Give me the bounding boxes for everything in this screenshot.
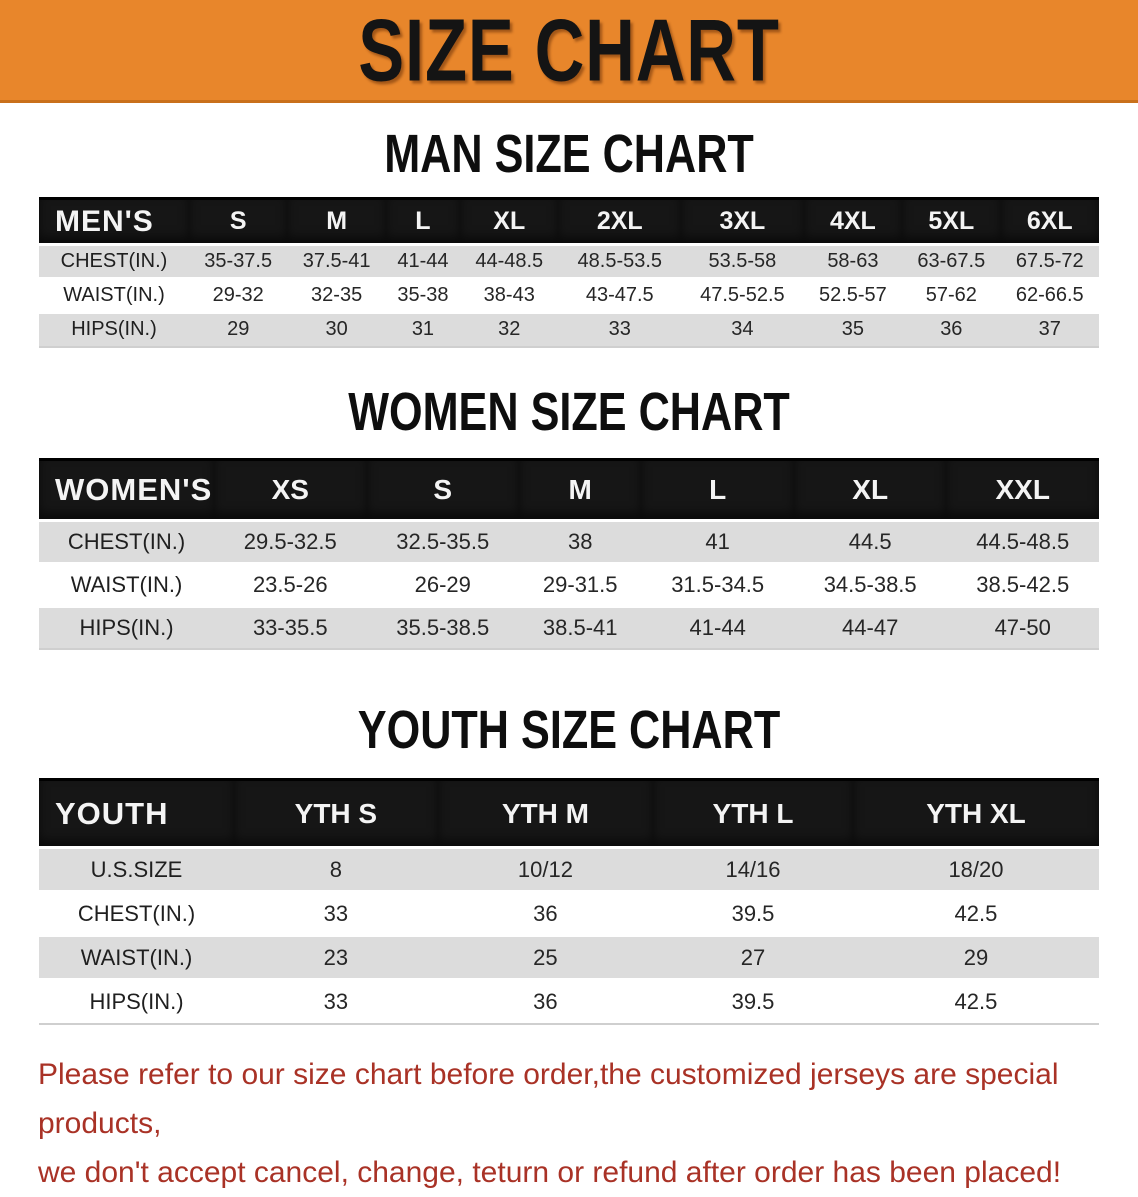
size-column-header: L — [386, 199, 460, 245]
order-policy-note — [0, 1050, 1138, 1197]
table-row — [39, 520, 1099, 563]
size-value-cell: 44.5-48.5 — [946, 520, 1099, 563]
size-value-cell: 36 — [438, 892, 653, 936]
size-column-header: XS — [214, 459, 367, 520]
order-policy-line-2: we don't accept cancel, change, teturn or refund after order has been placed! — [38, 1155, 1062, 1189]
size-value-cell: 23.5-26 — [214, 563, 367, 606]
size-value-cell: 37 — [1001, 313, 1099, 347]
size-value-cell: 62-66.5 — [1001, 279, 1099, 313]
size-value-cell: 35-37.5 — [189, 245, 287, 279]
size-value-cell: 41 — [641, 520, 794, 563]
size-column-header: 5XL — [902, 199, 1000, 245]
youth-size-table — [39, 778, 1099, 1025]
size-column-header: XL — [460, 199, 558, 245]
men-size-table — [39, 197, 1099, 348]
size-value-cell: 14/16 — [653, 848, 853, 892]
size-value-cell: 36 — [438, 980, 653, 1024]
table-header-row — [39, 199, 1099, 245]
size-column-header: 2XL — [558, 199, 681, 245]
row-label: HIPS(IN.) — [39, 980, 234, 1024]
size-value-cell: 63-67.5 — [902, 245, 1000, 279]
table-title: WOMEN'S — [39, 459, 214, 520]
table-row — [39, 892, 1099, 936]
size-value-cell: 52.5-57 — [804, 279, 902, 313]
size-value-cell: 34.5-38.5 — [794, 563, 947, 606]
size-value-cell: 31.5-34.5 — [641, 563, 794, 606]
table-row — [39, 279, 1099, 313]
size-value-cell: 23 — [234, 936, 438, 980]
size-value-cell: 47-50 — [946, 606, 1099, 649]
size-value-cell: 39.5 — [653, 892, 853, 936]
size-value-cell: 38.5-41 — [519, 606, 641, 649]
table-row — [39, 936, 1099, 980]
size-value-cell: 35.5-38.5 — [367, 606, 520, 649]
size-value-cell: 33 — [558, 313, 681, 347]
size-value-cell: 38.5-42.5 — [946, 563, 1099, 606]
size-column-header: 6XL — [1001, 199, 1099, 245]
size-value-cell: 34 — [681, 313, 804, 347]
row-label: HIPS(IN.) — [39, 606, 214, 649]
size-value-cell: 43-47.5 — [558, 279, 681, 313]
size-value-cell: 10/12 — [438, 848, 653, 892]
table-row — [39, 313, 1099, 347]
table-row — [39, 245, 1099, 279]
women-table-body — [39, 520, 1099, 649]
size-value-cell: 44-48.5 — [460, 245, 558, 279]
size-value-cell: 31 — [386, 313, 460, 347]
size-value-cell: 32 — [460, 313, 558, 347]
size-value-cell: 42.5 — [853, 980, 1099, 1024]
table-row — [39, 563, 1099, 606]
youth-section-heading — [0, 700, 1138, 760]
size-value-cell: 26-29 — [367, 563, 520, 606]
table-header-row — [39, 780, 1099, 848]
size-value-cell: 58-63 — [804, 245, 902, 279]
row-label: U.S.SIZE — [39, 848, 234, 892]
table-header-row — [39, 459, 1099, 520]
size-value-cell: 44.5 — [794, 520, 947, 563]
men-table-body — [39, 245, 1099, 347]
size-value-cell: 35 — [804, 313, 902, 347]
size-value-cell: 8 — [234, 848, 438, 892]
youth-section-heading-text: YOUTH SIZE CHART — [357, 700, 781, 760]
size-value-cell: 37.5-41 — [287, 245, 385, 279]
size-value-cell: 29 — [853, 936, 1099, 980]
row-label: WAIST(IN.) — [39, 279, 189, 313]
size-column-header: S — [189, 199, 287, 245]
man-table-wrap — [0, 197, 1138, 348]
size-column-header: M — [287, 199, 385, 245]
size-column-header: YTH S — [234, 780, 438, 848]
row-label: CHEST(IN.) — [39, 245, 189, 279]
size-value-cell: 67.5-72 — [1001, 245, 1099, 279]
size-value-cell: 29-31.5 — [519, 563, 641, 606]
row-label: WAIST(IN.) — [39, 936, 234, 980]
size-column-header: S — [367, 459, 520, 520]
table-title: YOUTH — [39, 780, 234, 848]
youth-table-head — [39, 780, 1099, 848]
size-value-cell: 33-35.5 — [214, 606, 367, 649]
row-label: CHEST(IN.) — [39, 892, 234, 936]
size-value-cell: 27 — [653, 936, 853, 980]
size-column-header: YTH L — [653, 780, 853, 848]
size-value-cell: 36 — [902, 313, 1000, 347]
size-value-cell: 35-38 — [386, 279, 460, 313]
women-section-heading — [0, 381, 1138, 442]
size-column-header: YTH XL — [853, 780, 1099, 848]
row-label: WAIST(IN.) — [39, 563, 214, 606]
men-table-head — [39, 199, 1099, 245]
row-label: HIPS(IN.) — [39, 313, 189, 347]
size-column-header: 3XL — [681, 199, 804, 245]
row-label: CHEST(IN.) — [39, 520, 214, 563]
women-size-table — [39, 458, 1099, 651]
size-column-header: XL — [794, 459, 947, 520]
size-value-cell: 33 — [234, 892, 438, 936]
size-column-header: 4XL — [804, 199, 902, 245]
women-table-head — [39, 459, 1099, 520]
women-section-heading-text: WOMEN SIZE CHART — [348, 381, 790, 442]
youth-table-body — [39, 848, 1099, 1024]
size-value-cell: 32.5-35.5 — [367, 520, 520, 563]
table-row — [39, 980, 1099, 1024]
size-chart-banner — [0, 0, 1138, 103]
size-value-cell: 38 — [519, 520, 641, 563]
size-value-cell: 44-47 — [794, 606, 947, 649]
table-row — [39, 606, 1099, 649]
size-value-cell: 57-62 — [902, 279, 1000, 313]
size-value-cell: 39.5 — [653, 980, 853, 1024]
size-value-cell: 41-44 — [386, 245, 460, 279]
size-column-header: L — [641, 459, 794, 520]
size-value-cell: 32-35 — [287, 279, 385, 313]
table-title: MEN'S — [39, 199, 189, 245]
size-column-header: YTH M — [438, 780, 653, 848]
size-value-cell: 25 — [438, 936, 653, 980]
man-section-heading-text: MAN SIZE CHART — [384, 124, 754, 184]
size-value-cell: 48.5-53.5 — [558, 245, 681, 279]
size-value-cell: 41-44 — [641, 606, 794, 649]
size-value-cell: 42.5 — [853, 892, 1099, 936]
size-value-cell: 29 — [189, 313, 287, 347]
table-row — [39, 848, 1099, 892]
size-value-cell: 29.5-32.5 — [214, 520, 367, 563]
youth-table-wrap — [0, 778, 1138, 1025]
size-column-header: M — [519, 459, 641, 520]
size-value-cell: 33 — [234, 980, 438, 1024]
size-value-cell: 53.5-58 — [681, 245, 804, 279]
size-value-cell: 29-32 — [189, 279, 287, 313]
size-value-cell: 38-43 — [460, 279, 558, 313]
man-section-heading — [0, 124, 1138, 184]
size-column-header: XXL — [946, 459, 1099, 520]
order-policy-line-1: Please refer to our size chart before order,the customized jerseys are special products, — [38, 1057, 1059, 1140]
size-value-cell: 30 — [287, 313, 385, 347]
size-value-cell: 47.5-52.5 — [681, 279, 804, 313]
size-value-cell: 18/20 — [853, 848, 1099, 892]
banner-title: SIZE CHART — [358, 0, 780, 100]
women-table-wrap — [0, 458, 1138, 651]
